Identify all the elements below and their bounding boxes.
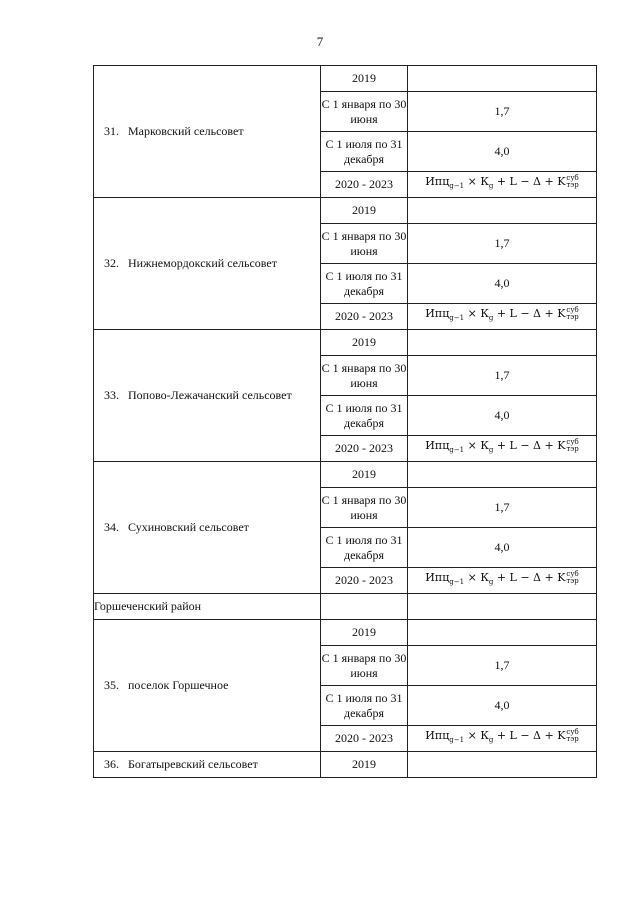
period-cell: С 1 июля по 31 декабря (321, 132, 408, 172)
settlement-name: Нижнемордокский сельсовет (128, 256, 277, 270)
formula-part: × (467, 175, 477, 189)
settlement-name: поселок Горшечное (128, 678, 229, 692)
index-value: 4,0 (408, 264, 597, 304)
formula-part: × (467, 729, 477, 743)
formula-part: g−1 (449, 736, 465, 745)
index-value: 1,7 (408, 356, 597, 396)
formula-part: К (480, 729, 489, 743)
formula-part: Ипц (425, 729, 450, 743)
settlement-cell (94, 620, 321, 752)
formula-cell (408, 726, 597, 752)
settlement-name: Богатыревский сельсовет (128, 757, 258, 771)
formula-part: суб (566, 306, 579, 315)
empty-cell (408, 66, 597, 92)
period-cell: 2020 - 2023 (321, 568, 408, 594)
row-number: 32. (104, 256, 119, 270)
tariff-table-body (94, 66, 597, 778)
formula-part: тэр (566, 577, 579, 586)
formula-part: К (480, 439, 489, 453)
index-value: 1,7 (408, 488, 597, 528)
period-cell: С 1 января по 30 июня (321, 488, 408, 528)
row-number: 36. (104, 757, 119, 771)
table-row (94, 594, 597, 620)
formula-part: + L − Δ + K (496, 571, 566, 585)
formula-part: тэр (566, 735, 579, 744)
year-cell: 2019 (321, 330, 408, 356)
empty-cell (408, 330, 597, 356)
row-number: 33. (104, 388, 119, 402)
table-row (94, 620, 597, 646)
formula-part: + L − Δ + K (496, 439, 566, 453)
period-cell: 2020 - 2023 (321, 304, 408, 330)
formula-part: g−1 (449, 182, 465, 191)
row-number: 35. (104, 678, 119, 692)
formula (425, 174, 579, 191)
formula-cell (408, 304, 597, 330)
index-value: 4,0 (408, 686, 597, 726)
table-row (94, 462, 597, 488)
district-name: Горшеченский район (94, 594, 321, 620)
year-cell: 2019 (321, 620, 408, 646)
settlement-cell (94, 330, 321, 462)
settlement-name: Попово-Лежачанский сельсовет (128, 388, 292, 402)
year-cell: 2019 (321, 752, 408, 778)
formula-part: g (488, 736, 494, 745)
tariff-table (93, 65, 597, 778)
index-value: 4,0 (408, 396, 597, 436)
formula-part: Ипц (425, 307, 450, 321)
formula-part: g−1 (449, 314, 465, 323)
formula (425, 306, 579, 323)
formula-part: суб (566, 728, 579, 737)
table-row (94, 198, 597, 224)
settlement-cell (94, 198, 321, 330)
formula (425, 438, 579, 455)
index-value: 1,7 (408, 224, 597, 264)
formula-cell (408, 436, 597, 462)
empty-cell (408, 462, 597, 488)
formula-part: тэр (566, 313, 579, 322)
year-cell: 2019 (321, 462, 408, 488)
formula-part: суб (566, 570, 579, 579)
index-value: 1,7 (408, 92, 597, 132)
period-cell: С 1 января по 30 июня (321, 646, 408, 686)
formula-part: Ипц (425, 571, 450, 585)
formula-part: Ипц (425, 175, 450, 189)
formula-part: g (488, 578, 494, 587)
empty-cell (408, 198, 597, 224)
formula-part: g−1 (449, 446, 465, 455)
empty-cell (408, 752, 597, 778)
row-number: 31. (104, 124, 119, 138)
period-cell: С 1 января по 30 июня (321, 224, 408, 264)
formula-part: × (467, 307, 477, 321)
empty-cell (408, 620, 597, 646)
formula-part: + L − Δ + K (496, 307, 566, 321)
index-value: 4,0 (408, 528, 597, 568)
period-cell: 2020 - 2023 (321, 436, 408, 462)
formula-part: суб (566, 174, 579, 183)
settlement-name: Сухиновский сельсовет (128, 520, 249, 534)
page-number: 7 (316, 34, 324, 49)
row-number: 34. (104, 520, 119, 534)
year-cell: 2019 (321, 198, 408, 224)
table-row (94, 330, 597, 356)
formula-part: g (488, 182, 494, 191)
period-cell: С 1 января по 30 июня (321, 356, 408, 396)
formula-part: × (467, 439, 477, 453)
period-cell: С 1 января по 30 июня (321, 92, 408, 132)
period-cell: С 1 июля по 31 декабря (321, 528, 408, 568)
table-row (94, 752, 597, 778)
period-cell: С 1 июля по 31 декабря (321, 396, 408, 436)
formula-part: × (467, 571, 477, 585)
formula-part: тэр (566, 181, 579, 190)
formula (425, 728, 579, 745)
period-cell: 2020 - 2023 (321, 172, 408, 198)
formula-part: + L − Δ + K (496, 729, 566, 743)
period-cell: 2020 - 2023 (321, 726, 408, 752)
formula-part: g (488, 446, 494, 455)
formula-cell (408, 568, 597, 594)
index-value: 4,0 (408, 132, 597, 172)
settlement-cell (94, 752, 321, 778)
settlement-name: Марковский сельсовет (128, 124, 244, 138)
settlement-cell (94, 66, 321, 198)
formula-part: суб (566, 438, 579, 447)
formula-part: g−1 (449, 578, 465, 587)
period-cell: С 1 июля по 31 декабря (321, 686, 408, 726)
empty-cell (321, 594, 408, 620)
empty-cell (408, 594, 597, 620)
formula (425, 570, 579, 587)
formula-part: + L − Δ + K (496, 175, 566, 189)
formula-cell (408, 172, 597, 198)
formula-part: К (480, 571, 489, 585)
formula-part: Ипц (425, 439, 450, 453)
settlement-cell (94, 462, 321, 594)
year-cell: 2019 (321, 66, 408, 92)
formula-part: К (480, 175, 489, 189)
formula-part: тэр (566, 445, 579, 454)
formula-part: К (480, 307, 489, 321)
table-row (94, 66, 597, 92)
period-cell: С 1 июля по 31 декабря (321, 264, 408, 304)
formula-part: g (488, 314, 494, 323)
index-value: 1,7 (408, 646, 597, 686)
